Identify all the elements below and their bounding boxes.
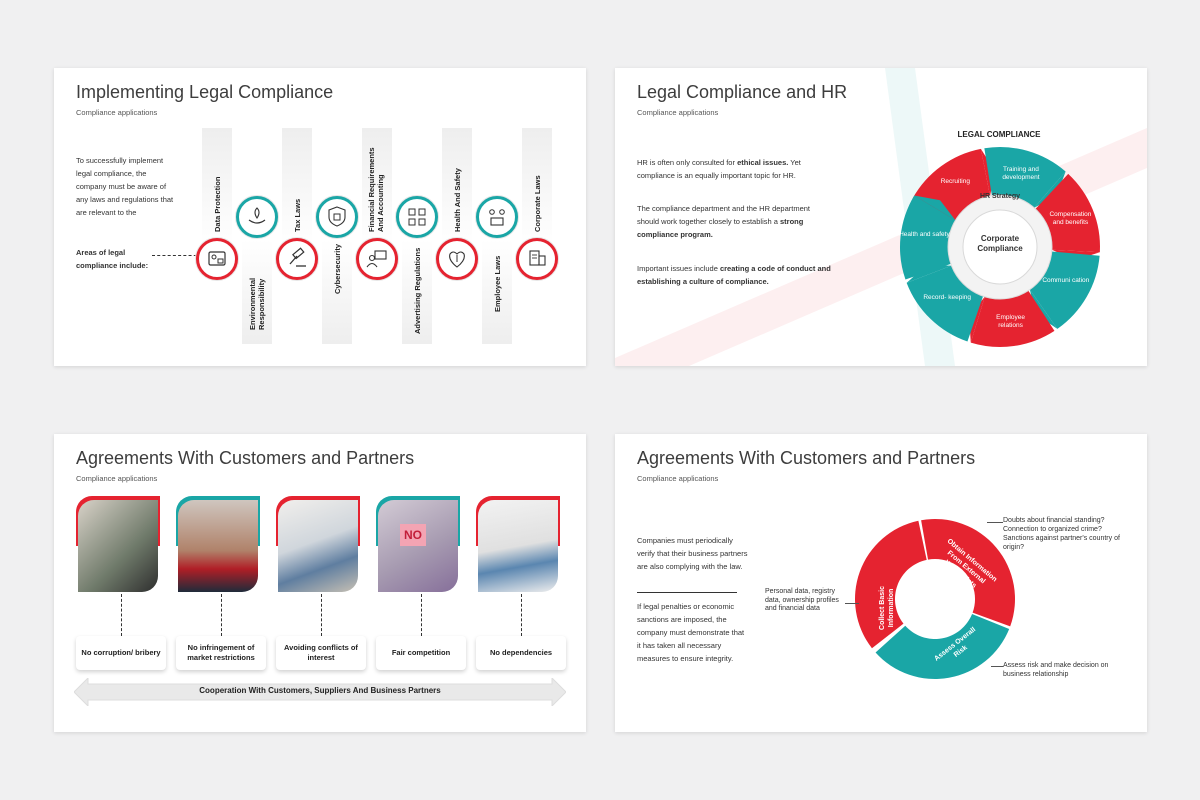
paragraph-1: Companies must periodically verify that their business partners are also complying with the law. <box>637 536 748 571</box>
center-label: Corporate Compliance <box>977 234 1023 253</box>
intro-text: To successfully implement legal compliance, the company must be aware of any laws and regulations that are relevant to the <box>76 156 174 217</box>
slide-agreements-cycle[interactable] <box>615 434 1147 732</box>
heart-shield-icon <box>439 241 475 277</box>
connector-line <box>987 522 1003 523</box>
photo-hand-button <box>178 500 258 592</box>
slide-subtitle: Compliance applications <box>76 108 158 117</box>
dashed-connector <box>521 594 522 636</box>
dashed-connector <box>321 594 322 636</box>
card-label: Avoiding conflicts of interest <box>276 636 366 670</box>
card-label: Fair competition <box>376 636 466 670</box>
item-label-environmental-responsibility: Environmental Responsibility <box>248 277 266 330</box>
item-label-cybersecurity: Cybersecurity <box>333 243 342 294</box>
circle-financial-requirements[interactable] <box>356 238 398 280</box>
paragraph-2: The compliance department and the HR department should work together closely to establish a strong compliance program. <box>637 204 811 239</box>
connector-line <box>845 603 859 604</box>
divider <box>637 592 737 593</box>
slide-legal-compliance-hr[interactable] <box>615 68 1147 366</box>
slide-subtitle: Compliance applications <box>637 108 719 117</box>
paragraph-1: HR is often only consulted for ethical issues. Yet compliance is an equally important topic for HR. <box>637 158 801 180</box>
card-label: No corruption/ bribery <box>76 636 166 670</box>
people-briefcase-icon <box>479 199 515 235</box>
item-label-financial-requirements: Financial Requirements And Accounting <box>367 147 385 232</box>
slide-subtitle: Compliance applications <box>637 474 719 483</box>
circle-environmental-responsibility[interactable] <box>236 196 278 238</box>
slide-title: Agreements With Customers and Partners <box>637 448 976 468</box>
wheel-title: LEGAL COMPLIANCE <box>957 130 1041 139</box>
network-blocks-icon <box>399 199 435 235</box>
circle-corporate-laws[interactable] <box>516 238 558 280</box>
dashed-connector <box>421 594 422 636</box>
id-card-lock-icon <box>199 241 235 277</box>
circle-data-protection[interactable] <box>196 238 238 280</box>
slide-title: Implementing Legal Compliance <box>76 82 334 102</box>
note-top: Doubts about financial standing? Connection to organized crime? Sanctions against partner's country of origin? <box>1003 517 1120 551</box>
segment-label-collect-information: Collect Basic Information <box>879 586 895 630</box>
no-sign-card: NO <box>400 524 426 546</box>
circle-employee-laws[interactable] <box>476 196 518 238</box>
segment-label-obtain-information: Obtain Information From External Watch Lists <box>943 537 999 590</box>
card-label: No dependencies <box>476 636 566 670</box>
document-building-icon <box>519 241 555 277</box>
item-label-health-and-safety: Health And Safety <box>453 168 462 232</box>
photo-athletes-stretching <box>478 500 558 592</box>
slide-agreements-cards[interactable] <box>54 434 586 732</box>
note-bottom: Assess risk and make decision on business relationship <box>1003 662 1109 678</box>
shield-chip-icon <box>319 199 355 235</box>
item-label-advertising-regulations: Advertising Regulations <box>413 247 422 334</box>
dashed-connector <box>152 255 202 256</box>
note-left: Personal data, registry data, ownership profiles and financial data <box>765 588 839 612</box>
segment-label-assess-risk: Assess Overall Risk <box>933 626 978 663</box>
slide-subtitle: Compliance applications <box>76 474 158 483</box>
wheel-segment-label: Employee relations <box>996 314 1026 330</box>
wheel-segment-label: Communi cation <box>1042 277 1090 284</box>
paragraph-3: Important issues include creating a code of conduct and establishing a culture of compliance. <box>637 264 831 286</box>
item-label-tax-laws: Tax Laws <box>293 198 302 232</box>
wheel-segment-label: Record- keeping <box>923 293 972 301</box>
photo-money-handshake <box>78 500 158 592</box>
photo-no-sign <box>378 500 458 592</box>
wheel-segment-label: Recruiting <box>940 177 970 185</box>
slide-implementing-legal-compliance[interactable] <box>54 68 586 366</box>
person-monitor-icon <box>359 241 395 277</box>
card-label: No infringement of market restrictions <box>176 636 266 670</box>
gavel-icon <box>279 241 315 277</box>
wheel-segment-label: Health and safety <box>899 231 950 239</box>
circle-health-and-safety[interactable] <box>436 238 478 280</box>
wheel-segment-label: Compensation and benefits <box>1049 210 1092 226</box>
wheel-segment-label: Training and development <box>1002 165 1040 181</box>
slide-title: Agreements With Customers and Partners <box>76 448 415 468</box>
photo-office-argument <box>278 500 358 592</box>
hands-leaf-icon <box>239 199 275 235</box>
paragraph-2: If legal penalties or economic sanctions are imposed, the company must demonstrate that it has taken all necessary measures to ensure integrity. <box>637 602 745 663</box>
item-label-data-protection: Data Protection <box>213 176 222 232</box>
dashed-connector <box>121 594 122 636</box>
arrow-label: Cooperation With Customers, Suppliers And Business Partners <box>199 686 441 695</box>
ring-label: HR Strategy <box>979 193 1021 200</box>
item-label-employee-laws: Employee Laws <box>493 255 502 312</box>
dashed-connector <box>221 594 222 636</box>
item-label-corporate-laws: Corporate Laws <box>533 175 542 232</box>
areas-label: Areas of legal compliance include: <box>76 248 149 270</box>
slide-title: Legal Compliance and HR <box>637 82 848 102</box>
circle-advertising-regulations[interactable] <box>396 196 438 238</box>
connector-line <box>991 666 1003 667</box>
circle-cybersecurity[interactable] <box>316 196 358 238</box>
circle-tax-laws[interactable] <box>276 238 318 280</box>
